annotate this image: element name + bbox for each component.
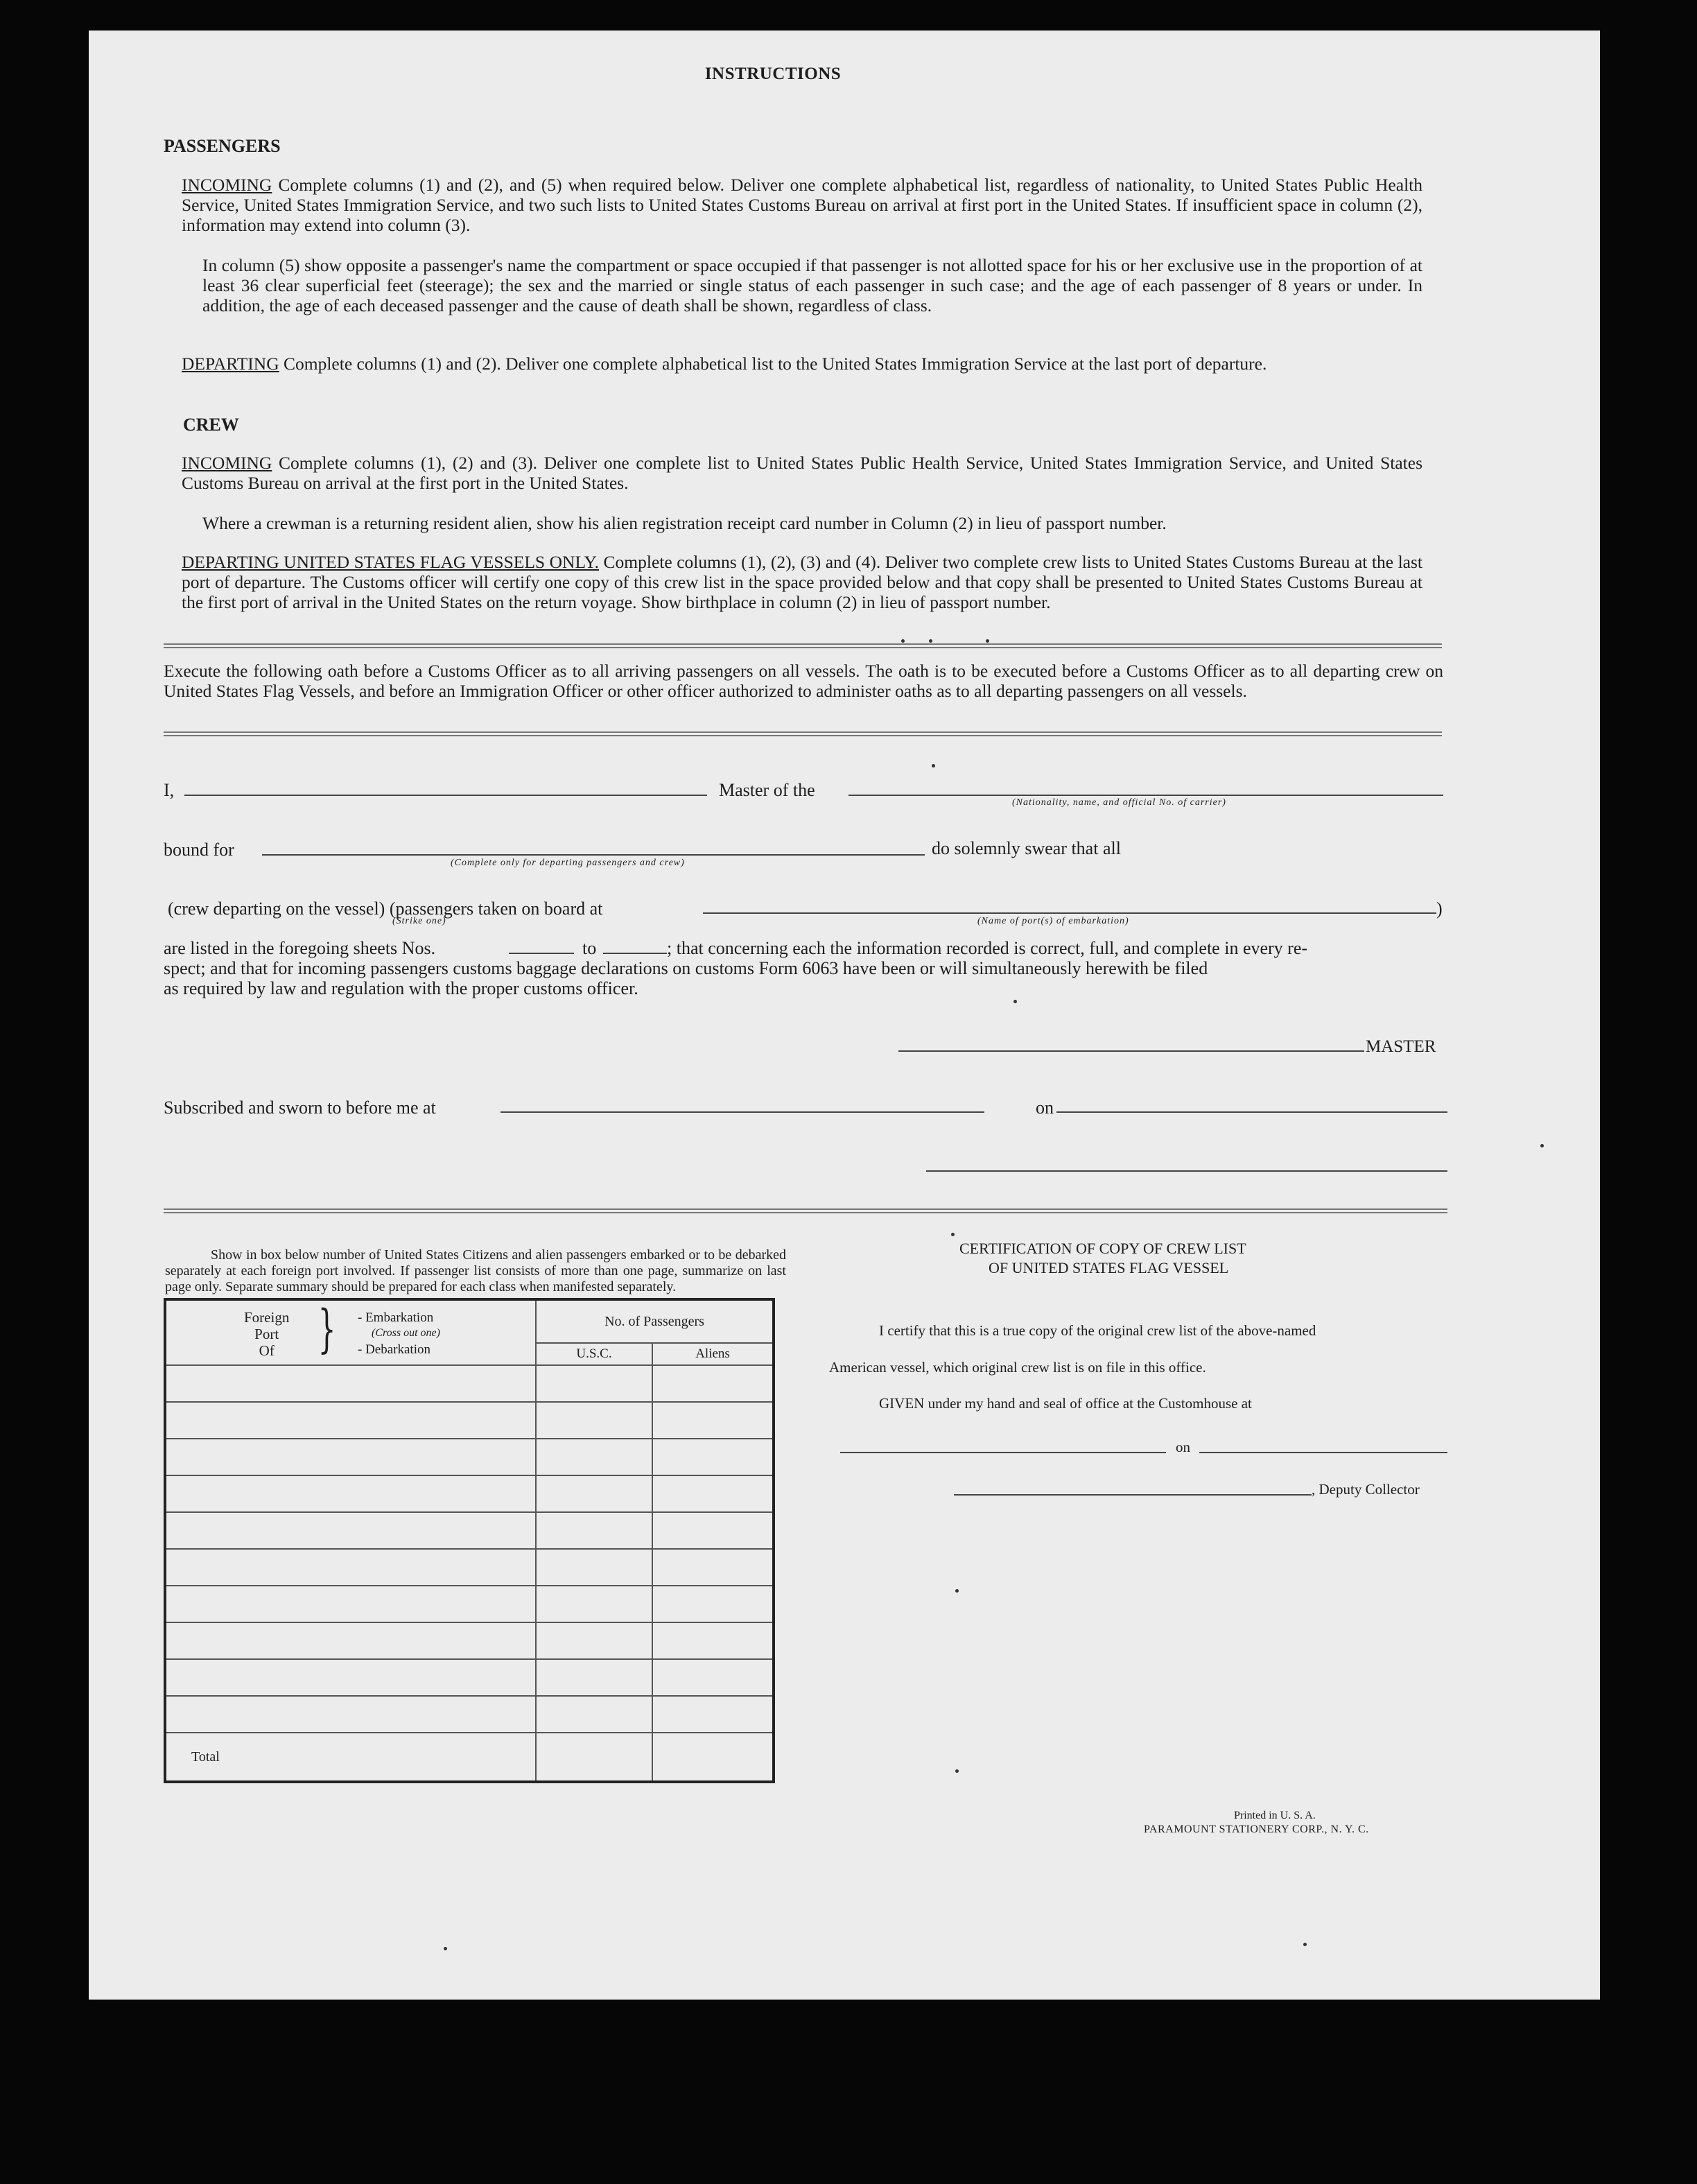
bound-caption: (Complete only for departing passengers and crew) <box>451 858 685 868</box>
deputy-signature-field[interactable] <box>954 1494 1312 1496</box>
speck <box>1013 1000 1017 1003</box>
cross-out-label: (Cross out one) <box>372 1327 440 1339</box>
foreign-port-of <box>244 1309 289 1359</box>
listed-suffix: ; that concerning each the information recorded is correct, full, and complete in every re- <box>667 938 1308 958</box>
crew-resident-paragraph: Where a crewman is a returning resident alien, show his alien registration receipt card number in Column (2) in lieu of passport number. <box>202 513 1167 533</box>
speck <box>955 1769 959 1773</box>
passenger-summary-table <box>164 1298 775 1783</box>
total-label: Total <box>165 1733 536 1782</box>
certification-date-field[interactable] <box>1199 1452 1447 1453</box>
aliens-header: Aliens <box>652 1343 774 1365</box>
divider <box>164 1208 1447 1213</box>
strike-caption: (Strike one) <box>392 916 446 926</box>
oath-i-label: I, <box>164 780 175 800</box>
master-signature-field[interactable] <box>898 1050 1364 1052</box>
officer-signature-field[interactable] <box>926 1170 1447 1172</box>
departing-text: Complete columns (1) and (2). Deliver one complete alphabetical list to the United States Immigration Service at the last port of departure. <box>279 354 1267 374</box>
usc-header: U.S.C. <box>536 1343 652 1365</box>
total-row <box>165 1733 774 1782</box>
aliens-cell[interactable] <box>652 1365 774 1402</box>
embarkation-label: - Embarkation <box>358 1310 434 1325</box>
deputy-collector-label: , Deputy Collector <box>1312 1481 1420 1498</box>
debarkation-label: - Debarkation <box>358 1342 430 1357</box>
master-label: MASTER <box>1366 1037 1436 1056</box>
speck <box>932 764 935 768</box>
carrier-caption: (Nationality, name, and official No. of carrier) <box>1012 797 1226 808</box>
close-paren: ) <box>1436 899 1443 919</box>
incoming-text: Complete columns (1) and (2), and (5) when required below. Deliver one complete alphabetical list, regardless of nationality, to United States Public Health Service, United States Immigration Service, and two such lists to United States Customs Bureau on arrival at first port in the United States. If insufficient space in column (2), information may extend into column (3). <box>182 175 1422 235</box>
passengers-departing-paragraph <box>182 354 1422 374</box>
summary-instructions: Show in box below number of United States Citizens and alien passengers embarked or to be debarked separately at each foreign port involved. If passenger list consists of more than one page, summarize on last page only. Separate summary should be prepared for each class when manifested separately. <box>165 1247 786 1294</box>
speck <box>929 639 932 643</box>
speck <box>951 1233 955 1236</box>
destination-field[interactable] <box>262 854 925 856</box>
table-row <box>165 1402 774 1439</box>
brace-icon: } <box>317 1299 336 1359</box>
port-cell[interactable] <box>165 1402 536 1439</box>
usc-cell[interactable] <box>536 1475 652 1512</box>
port-cell[interactable] <box>165 1512 536 1549</box>
certification-on-label: on <box>1176 1439 1190 1455</box>
flag-text: Complete columns (1), (2), (3) and (4). Deliver two complete crew lists to United States Customs Bureau at the last port of departure. The Customs officer will certify one copy of this crew list in the space provided below and that copy shall be presented to United States Customs Bureau at the first port of arrival in the United States on the return voyage. Show birthplace in column (2) in lieu of passport number. <box>182 552 1422 612</box>
port-cell[interactable] <box>165 1622 536 1659</box>
sheet-from-field[interactable] <box>509 953 574 954</box>
usc-cell[interactable] <box>536 1512 652 1549</box>
sworn-date-field[interactable] <box>1056 1111 1447 1113</box>
table-row <box>165 1549 774 1586</box>
usc-cell[interactable] <box>536 1586 652 1622</box>
incoming-label: INCOMING <box>182 175 272 195</box>
aliens-cell[interactable] <box>652 1659 774 1696</box>
crew-or-passengers-label: (crew departing on the vessel) (passengers taken on board at <box>168 899 603 919</box>
crew-incoming-text: Complete columns (1), (2) and (3). Deliver one complete list to United States Public Health Service, United States Immigration Service, and United States Customs Bureau on arrival at the first port in the United States. <box>182 453 1422 493</box>
usc-cell[interactable] <box>536 1696 652 1733</box>
listed-line3: as required by law and regulation with the proper customs officer. <box>164 978 638 998</box>
usc-cell[interactable] <box>536 1402 652 1439</box>
sworn-place-field[interactable] <box>501 1111 984 1113</box>
table-row <box>165 1512 774 1549</box>
master-of-the-label: Master of the <box>719 780 815 800</box>
port-cell[interactable] <box>165 1365 536 1402</box>
crew-flag-paragraph <box>182 552 1422 612</box>
table-row <box>165 1439 774 1475</box>
usc-cell[interactable] <box>536 1659 652 1696</box>
master-name-field[interactable] <box>184 795 707 796</box>
port-cell[interactable] <box>165 1549 536 1586</box>
embarkation-port-field[interactable] <box>703 912 1436 914</box>
usc-cell[interactable] <box>536 1439 652 1475</box>
aliens-cell[interactable] <box>652 1475 774 1512</box>
table-row <box>165 1659 774 1696</box>
given-label: GIVEN under my hand and seal of office at the Customhouse at <box>879 1395 1252 1412</box>
printer-name: PARAMOUNT STATIONERY CORP., N. Y. C. <box>1144 1823 1369 1835</box>
certification-title-line2: OF UNITED STATES FLAG VESSEL <box>989 1259 1229 1276</box>
of-word: Of <box>259 1342 275 1359</box>
bound-for-label: bound for <box>164 840 234 860</box>
table-row <box>165 1622 774 1659</box>
speck <box>444 1947 447 1950</box>
subscribed-label: Subscribed and sworn to before me at <box>164 1098 436 1118</box>
port-header-cell <box>165 1299 536 1365</box>
port-cell[interactable] <box>165 1439 536 1475</box>
passengers-heading: PASSENGERS <box>164 136 281 156</box>
table-row <box>165 1365 774 1402</box>
listed-to: to <box>582 938 597 958</box>
speck <box>1303 1943 1307 1946</box>
table-row <box>165 1475 774 1512</box>
aliens-cell[interactable] <box>652 1512 774 1549</box>
aliens-cell[interactable] <box>652 1402 774 1439</box>
printed-in-usa: Printed in U. S. A. <box>1234 1810 1316 1821</box>
port-word: Port <box>254 1326 279 1342</box>
usc-cell[interactable] <box>536 1622 652 1659</box>
speck <box>901 639 905 643</box>
port-cell[interactable] <box>165 1696 536 1733</box>
port-cell[interactable] <box>165 1659 536 1696</box>
carrier-field[interactable] <box>848 795 1443 796</box>
crew-incoming-paragraph <box>182 453 1422 493</box>
speck <box>1540 1144 1544 1147</box>
passengers-incoming-paragraph <box>182 175 1422 235</box>
certify-line1: I certify that this is a true copy of the original crew list of the above-named <box>879 1322 1316 1339</box>
aliens-cell[interactable] <box>652 1586 774 1622</box>
total-usc-cell[interactable] <box>536 1733 652 1782</box>
speck <box>986 639 989 643</box>
total-aliens-cell[interactable] <box>652 1733 774 1782</box>
crew-incoming-label: INCOMING <box>182 453 272 473</box>
crew-heading: CREW <box>183 415 239 435</box>
oath-instruction: Execute the following oath before a Customs Officer as to all arriving passengers on all vessels. The oath is to be executed before a Customs Officer as to all departing crew on United States Flag Vessels, and before an Immigration Officer or other officer authorized to administer oaths as to all departing passengers on all vessels. <box>164 661 1443 701</box>
aliens-cell[interactable] <box>652 1439 774 1475</box>
aliens-cell[interactable] <box>652 1549 774 1586</box>
certify-line2: American vessel, which original crew list is on file in this office. <box>829 1359 1206 1376</box>
foreign-word: Foreign <box>244 1309 290 1326</box>
certification-title-line1: CERTIFICATION OF COPY OF CREW LIST <box>959 1240 1246 1257</box>
port-cell[interactable] <box>165 1586 536 1622</box>
port-cell[interactable] <box>165 1475 536 1512</box>
table-row <box>165 1586 774 1622</box>
page-title: INSTRUCTIONS <box>704 64 842 83</box>
customhouse-field[interactable] <box>840 1452 1166 1453</box>
sheet-to-field[interactable] <box>603 953 667 954</box>
swear-label: do solemnly swear that all <box>932 838 1121 858</box>
speck <box>955 1589 959 1593</box>
divider <box>164 643 1442 648</box>
listed-prefix: are listed in the foregoing sheets Nos. <box>164 938 436 958</box>
table-row <box>165 1696 774 1733</box>
passengers-column5-paragraph: In column (5) show opposite a passenger's name the compartment or space occupied if that passenger is not allotted space for his or her exclusive use in the proportion of at least 36 clear superficial feet (steerage); the sex and the married or single status of each passenger in such case; and the age of each passenger of 8 years or under. In addition, the age of each deceased passenger and the cause of death shall be shown, regardless of class. <box>202 255 1422 315</box>
port-caption: (Name of port(s) of embarkation) <box>977 916 1129 926</box>
listed-line2: spect; and that for incoming passengers customs baggage declarations on customs Form 6063 have been or will simultaneously herewith be filed <box>164 958 1208 978</box>
no-of-passengers-header: No. of Passengers <box>536 1299 774 1343</box>
divider <box>164 731 1442 736</box>
usc-cell[interactable] <box>536 1549 652 1586</box>
aliens-cell[interactable] <box>652 1696 774 1733</box>
aliens-cell[interactable] <box>652 1622 774 1659</box>
flag-label: DEPARTING UNITED STATES FLAG VESSELS ONLY. <box>182 552 600 572</box>
departing-label: DEPARTING <box>182 354 279 374</box>
sworn-on-label: on <box>1036 1098 1054 1118</box>
usc-cell[interactable] <box>536 1365 652 1402</box>
